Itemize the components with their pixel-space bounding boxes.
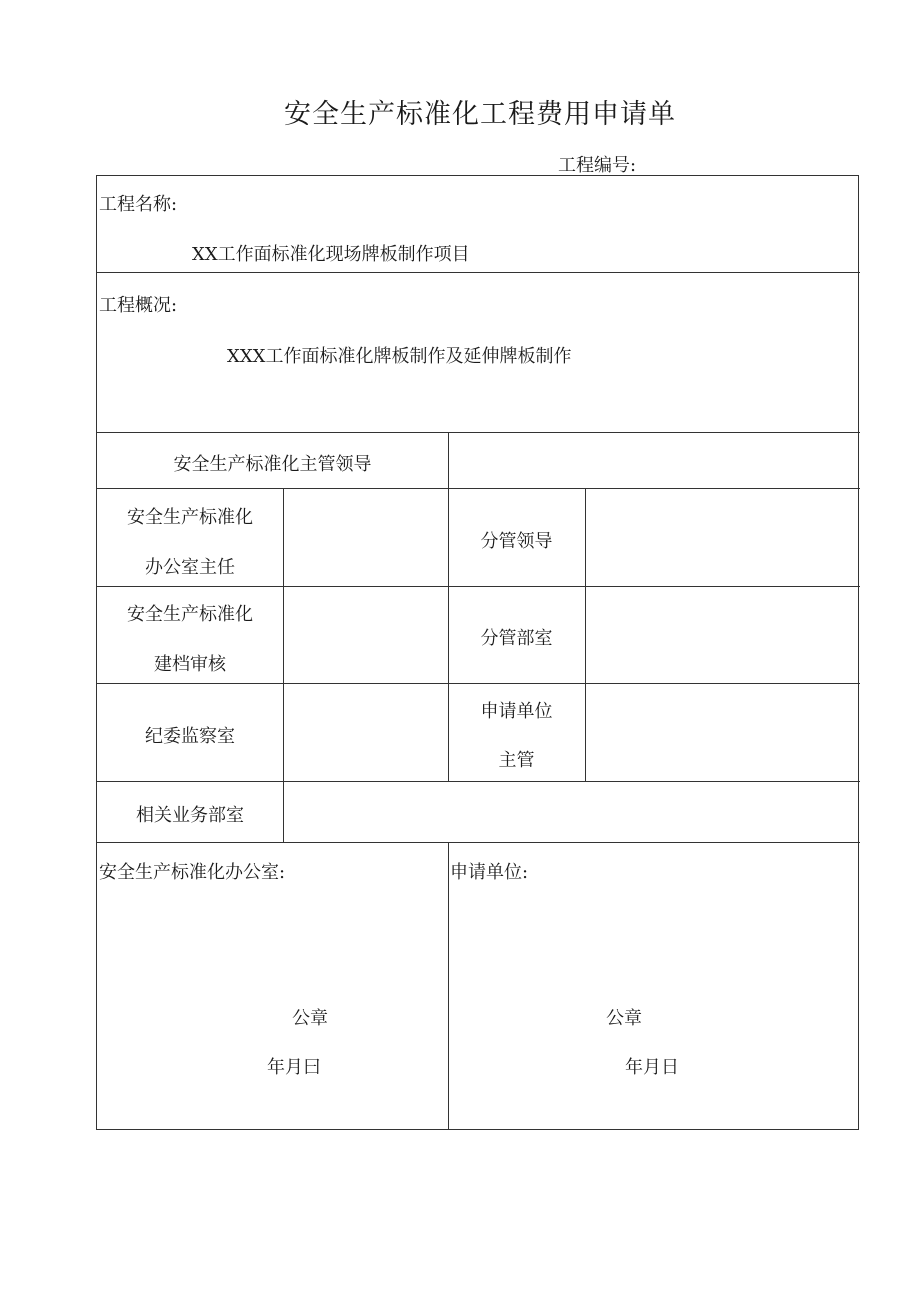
left-date: 年月曰 (267, 1057, 321, 1078)
branch-leader-label: 分管领导 (480, 531, 553, 552)
column-divider (585, 488, 586, 781)
application-form (96, 175, 859, 1130)
row-divider (97, 586, 860, 587)
office-director-label-line1: 安全生产标准化 (127, 507, 253, 528)
document-title: 安全生产标准化工程费用申请单 (284, 99, 676, 130)
archive-review-label-line1: 安全生产标准化 (127, 604, 253, 625)
column-divider (283, 488, 284, 842)
left-seal: 公章 (292, 1008, 328, 1029)
project-name-label: 工程名称: (99, 194, 178, 215)
row-divider (97, 683, 860, 684)
row-divider (97, 488, 860, 489)
column-divider (448, 842, 449, 1130)
right-seal: 公章 (606, 1008, 642, 1029)
applicant-supervisor-label-line2: 主管 (498, 750, 535, 771)
project-number-label: 工程编号: (558, 155, 637, 176)
row-divider (97, 272, 860, 273)
row-divider (97, 781, 860, 782)
supervisor-leader-label: 安全生产标准化主管领导 (173, 454, 372, 475)
row-divider (97, 842, 860, 843)
applicant-supervisor-label-line1: 申请单位 (480, 701, 553, 722)
applicant-unit-label: 申请单位: (450, 862, 529, 883)
project-overview-label: 工程概况: (99, 295, 178, 316)
related-dept-label: 相关业务部室 (136, 805, 244, 826)
right-date: 年月日 (625, 1057, 679, 1078)
archive-review-label-line2: 建档审核 (154, 654, 226, 675)
office-director-label-line2: 办公室主任 (145, 557, 235, 578)
project-overview-value: XXX工作面标准化牌板制作及延伸牌板制作 (227, 346, 572, 367)
row-divider (97, 432, 860, 433)
discipline-office-label: 纪委监察室 (145, 726, 235, 747)
project-name-value: XX工作面标准化现场牌板制作项目 (192, 244, 470, 265)
branch-dept-label: 分管部室 (480, 628, 553, 649)
column-divider (448, 432, 449, 781)
std-office-label: 安全生产标准化办公室: (99, 862, 286, 883)
